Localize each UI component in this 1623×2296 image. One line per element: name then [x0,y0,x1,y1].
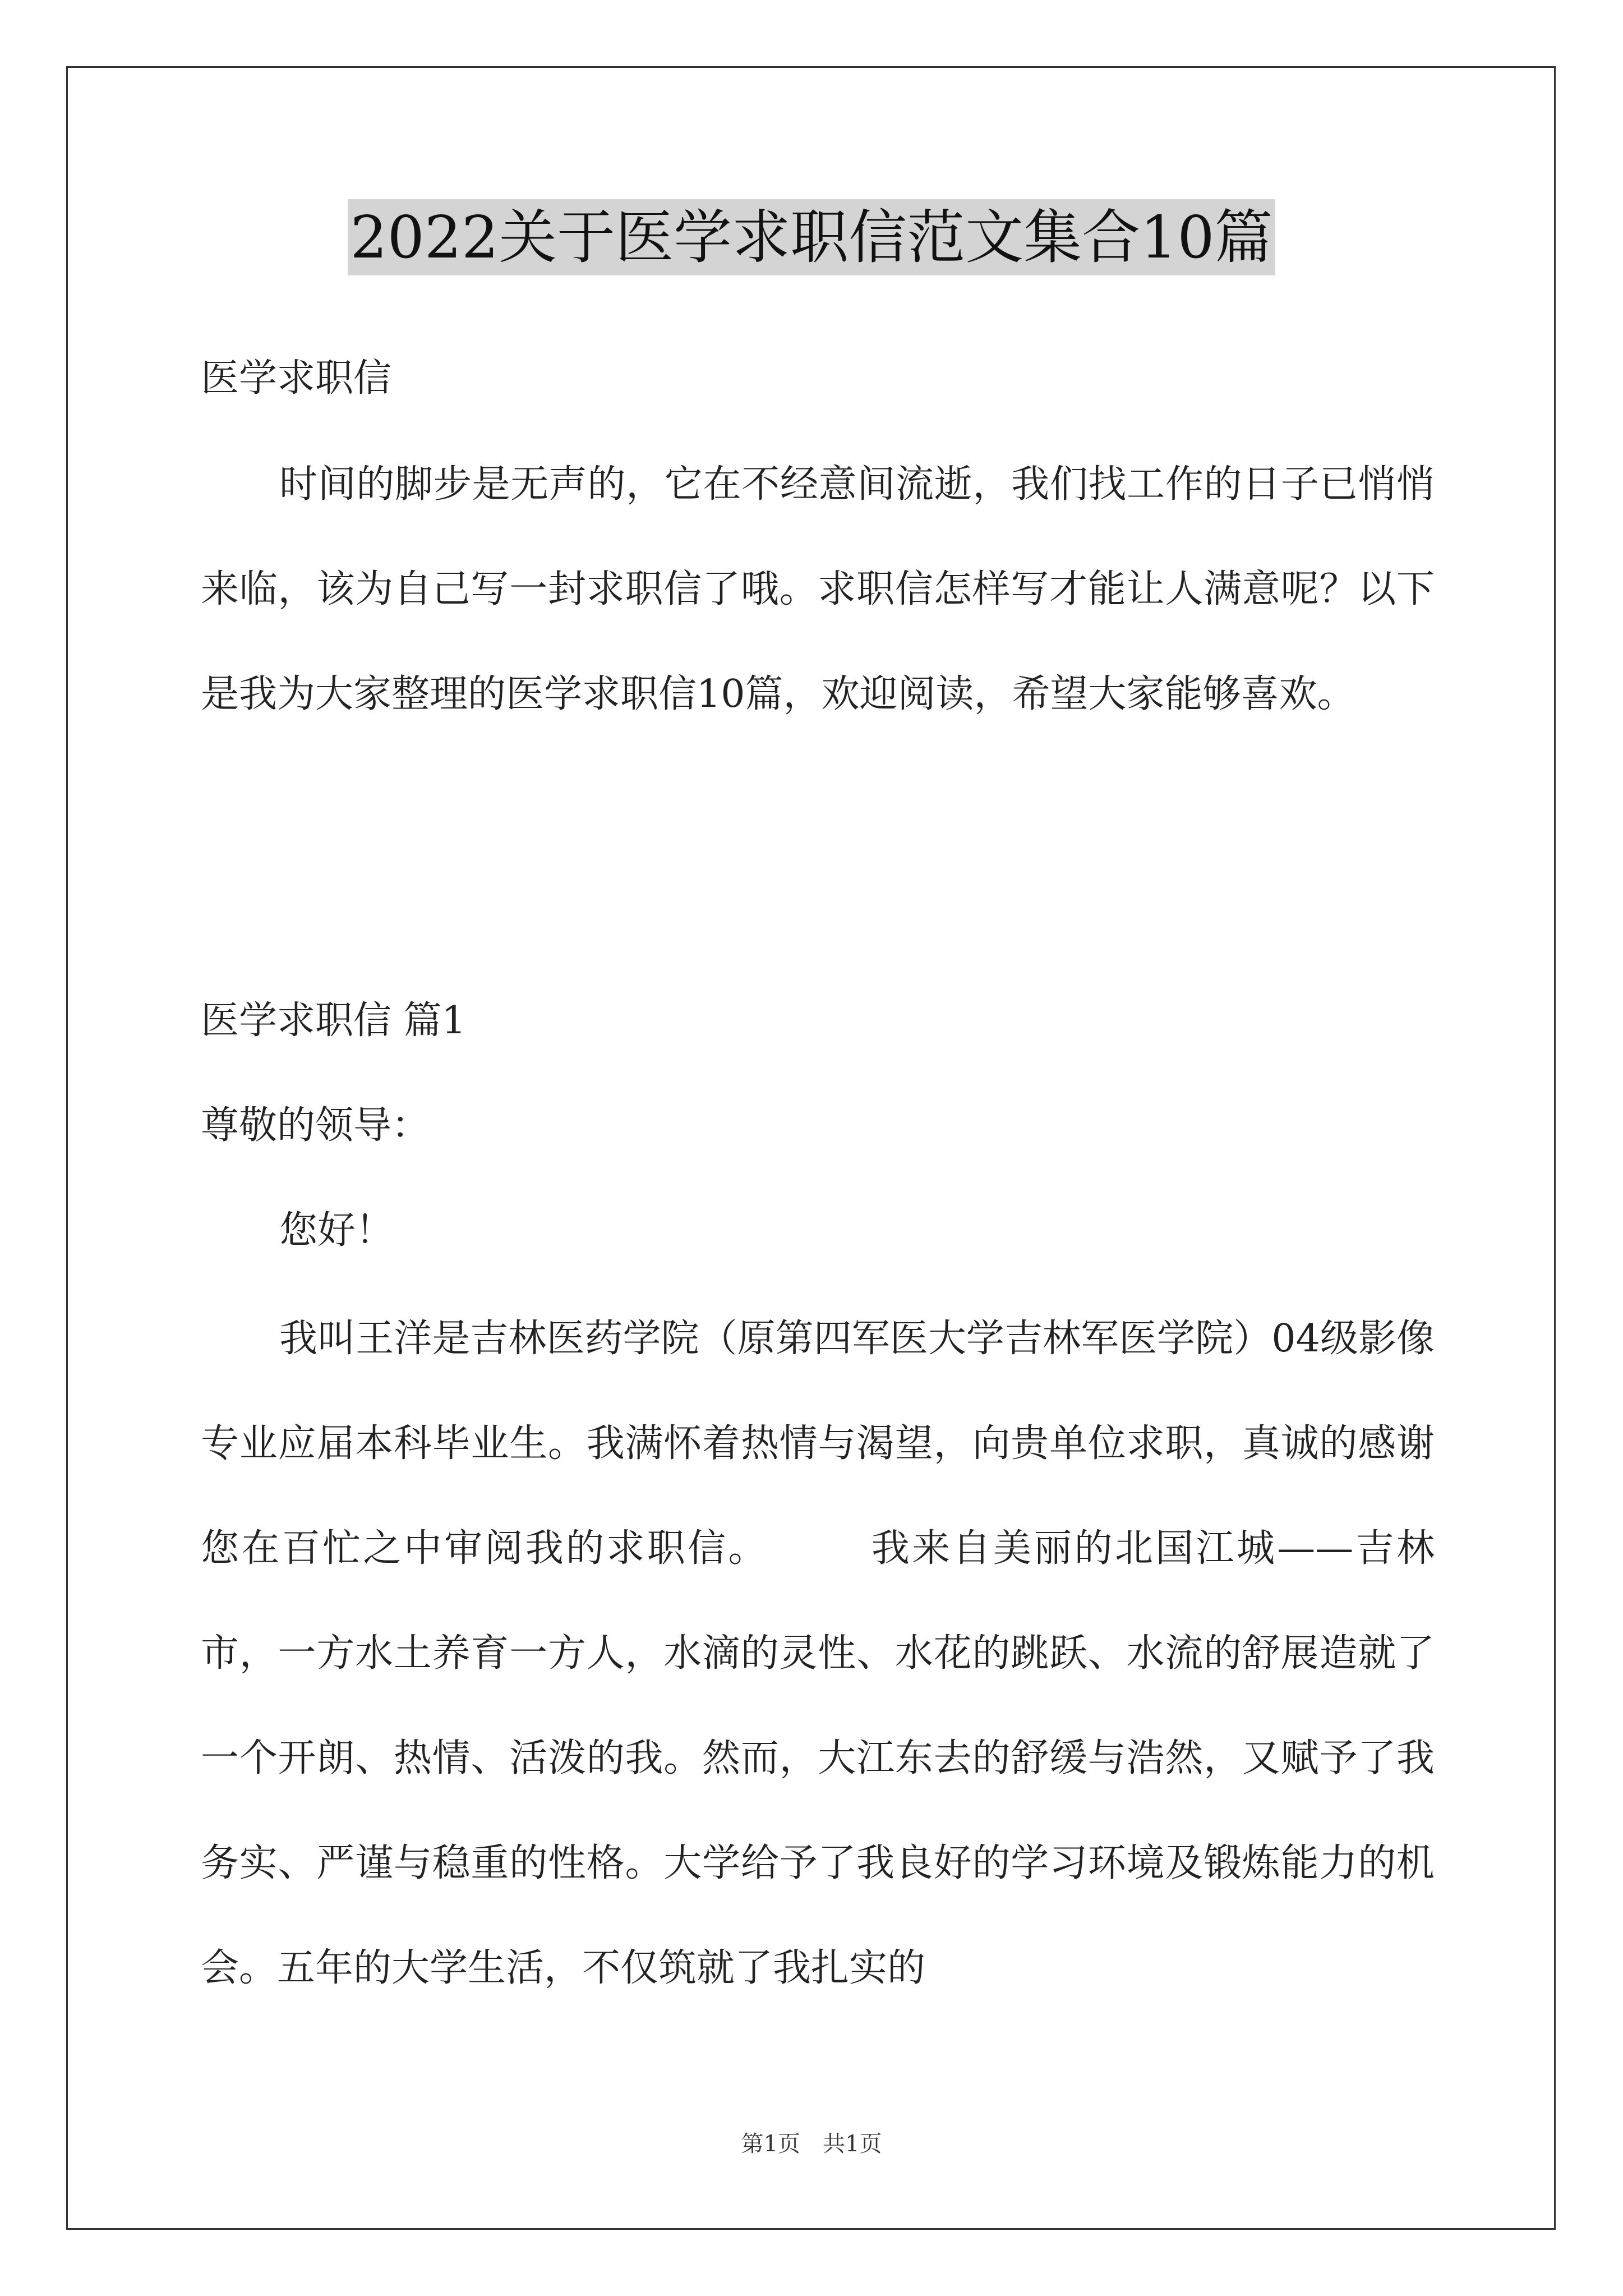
page-total: 共1页 [823,2131,882,2157]
page-footer [0,2126,1623,2158]
page-current: 第1页 [741,2131,800,2157]
title-container [0,199,1623,275]
section-title: 医学求职信 篇1 [201,999,466,1043]
intro-paragraph: 时间的脚步是无声的，它在不经意间流逝，我们找工作的日子已悄悄来临，该为自己写一封求职信了哦。求职信怎样写才能让人满意呢？以下是我为大家整理的医学求职信10篇，欢迎阅读，希望大家能够喜欢。 [201,462,1435,716]
body-paragraph: 我叫王洋是吉林医药学院（原第四军医大学吉林军医学院）04级影像专业应届本科毕业生。我满怀着热情与渴望，向贵单位求职，真诚的感谢您在百忙之中审阅我的求职信。 我来自美丽的北国江城——吉林市，一方水土养育一方人，水滴的灵性、水花的跳跃、水流的舒展造就了一个开朗、热情、活泼的我。然而，大江东去的舒缓与浩然，又赋予了我务实、严谨与稳重的性格。大学给予了我良好的学习环境及锻炼能力的机会。五年的大学生活，不仅筑就了我扎实的 [201,1317,1435,1990]
document-title: 2022关于医学求职信范文集合10篇 [348,199,1275,275]
salutation: 尊敬的领导： [201,1103,430,1148]
greeting: 您好！ [279,1208,394,1253]
heading: 医学求职信 [201,356,392,401]
